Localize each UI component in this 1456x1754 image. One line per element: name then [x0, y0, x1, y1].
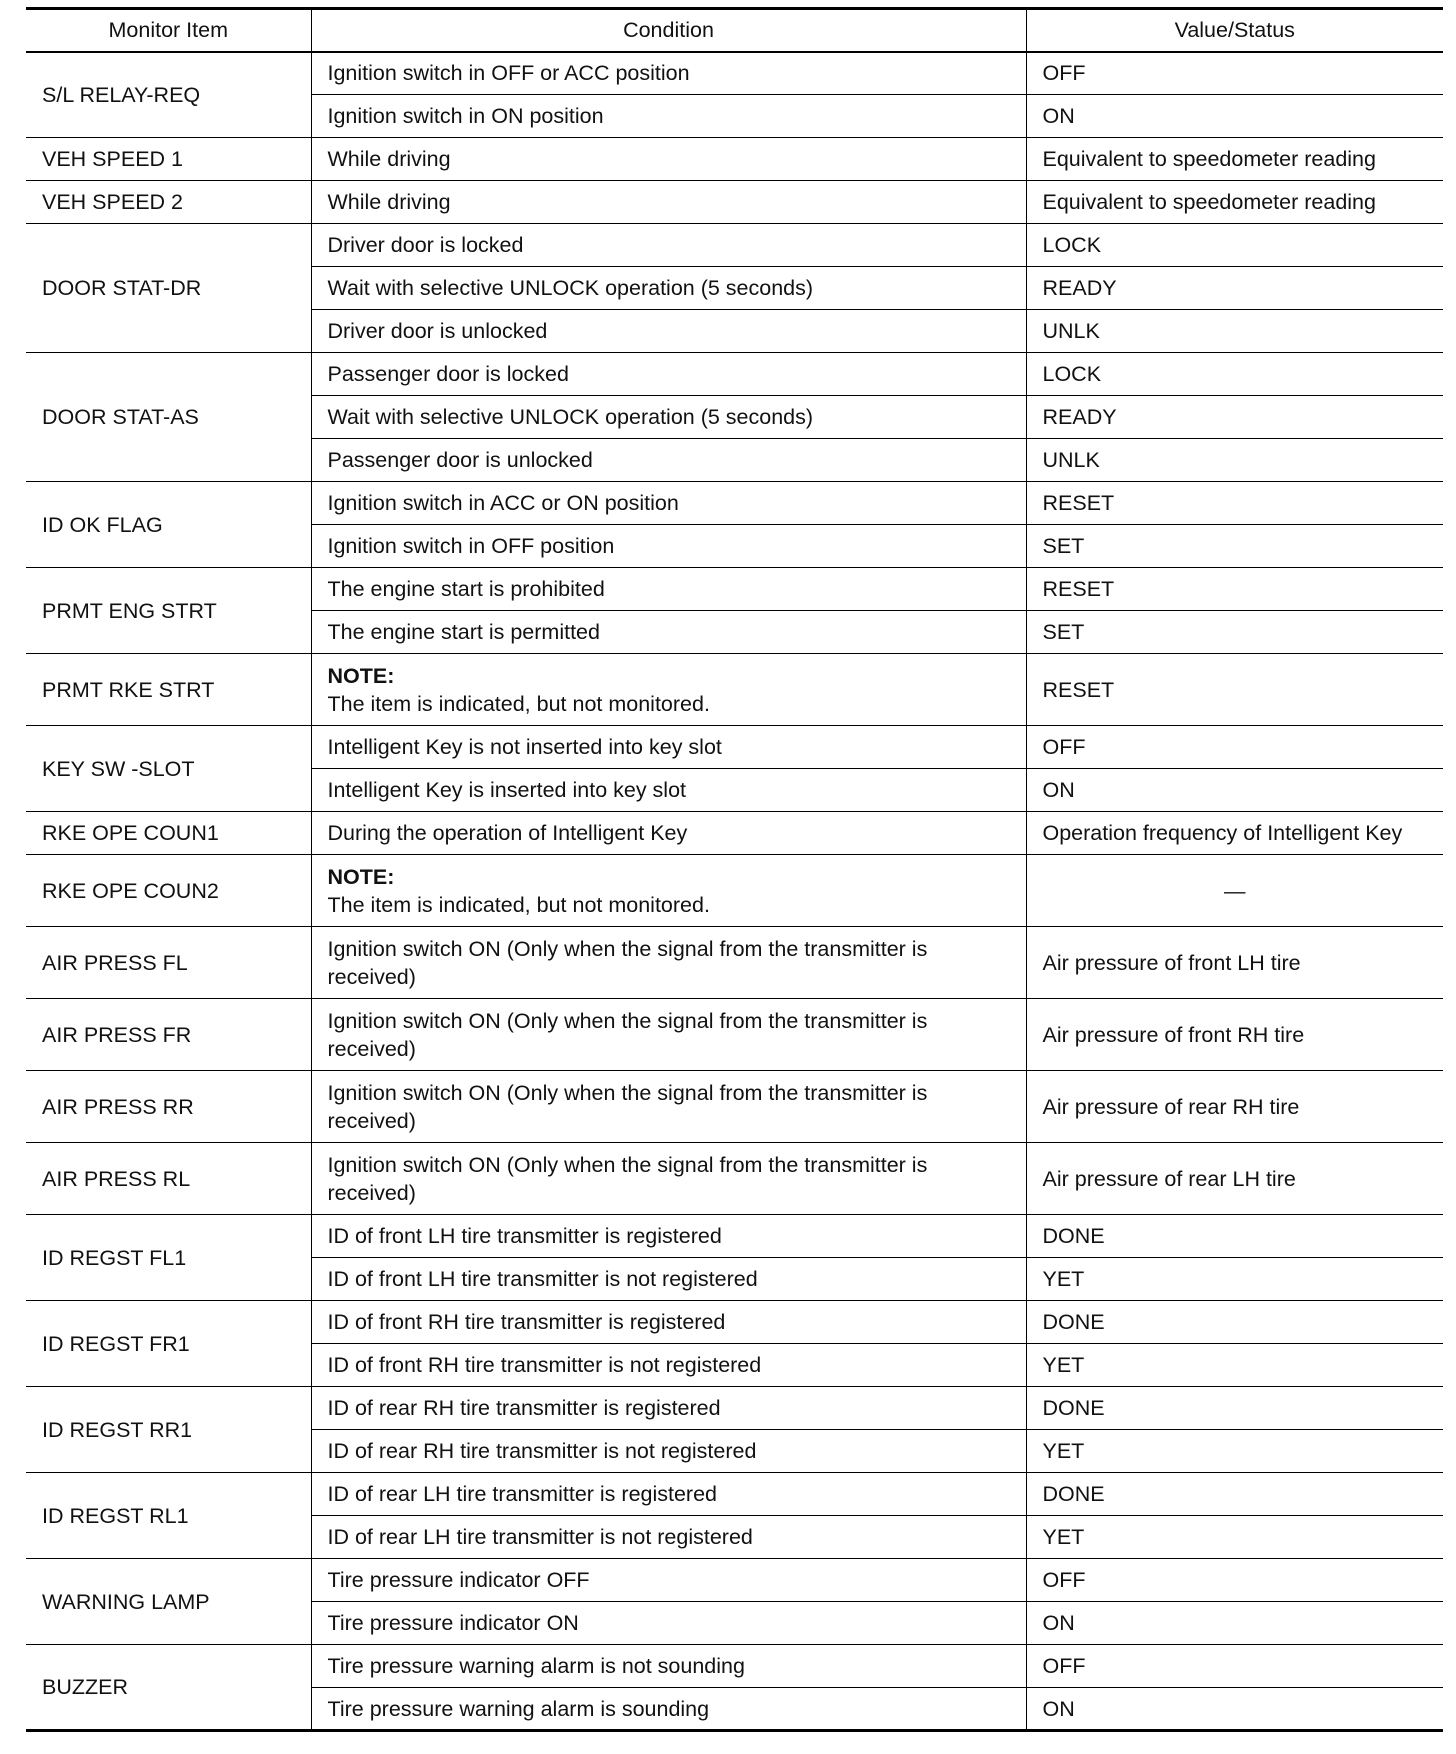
table-row: [26, 1143, 1443, 1215]
table-row: [26, 726, 1443, 769]
condition-cell: While driving: [311, 181, 1026, 224]
condition-cell: ID of front LH tire transmitter is registered: [311, 1215, 1026, 1258]
table-row: [26, 927, 1443, 999]
note-text: The item is indicated, but not monitored.: [327, 691, 710, 716]
table-row: [26, 1387, 1443, 1430]
monitor-item-table: [26, 7, 1443, 1732]
monitor-item-cell: ID REGST RL1: [26, 1473, 311, 1559]
monitor-item-cell: AIR PRESS FR: [26, 999, 311, 1071]
table-row: [26, 654, 1443, 726]
value-status-cell: Air pressure of front RH tire: [1026, 999, 1443, 1071]
condition-cell: Passenger door is unlocked: [311, 439, 1026, 482]
value-status-cell: DONE: [1026, 1301, 1443, 1344]
note-text: The item is indicated, but not monitored.: [327, 892, 710, 917]
condition-cell: ID of front RH tire transmitter is not registered: [311, 1344, 1026, 1387]
value-status-cell: LOCK: [1026, 224, 1443, 267]
condition-cell: Driver door is locked: [311, 224, 1026, 267]
monitor-item-cell: ID REGST FR1: [26, 1301, 311, 1387]
condition-cell: Ignition switch ON (Only when the signal from the transmitter is received): [311, 927, 1026, 999]
condition-cell: Ignition switch ON (Only when the signal from the transmitter is received): [311, 1071, 1026, 1143]
value-status-cell: Operation frequency of Intelligent Key: [1026, 812, 1443, 855]
value-status-cell: RESET: [1026, 568, 1443, 611]
monitor-item-cell: BUZZER: [26, 1645, 311, 1731]
value-status-cell: RESET: [1026, 482, 1443, 525]
condition-cell: Wait with selective UNLOCK operation (5 seconds): [311, 396, 1026, 439]
condition-cell: ID of rear RH tire transmitter is registered: [311, 1387, 1026, 1430]
value-status-cell: UNLK: [1026, 310, 1443, 353]
header-monitor-item: Monitor Item: [26, 9, 311, 52]
condition-cell: ID of front LH tire transmitter is not registered: [311, 1258, 1026, 1301]
value-status-cell: ON: [1026, 95, 1443, 138]
monitor-item-cell: VEH SPEED 1: [26, 138, 311, 181]
value-status-cell: ON: [1026, 1602, 1443, 1645]
condition-cell: ID of rear RH tire transmitter is not registered: [311, 1430, 1026, 1473]
condition-cell: Ignition switch in OFF or ACC position: [311, 52, 1026, 95]
condition-cell: While driving: [311, 138, 1026, 181]
condition-cell: Ignition switch in ON position: [311, 95, 1026, 138]
condition-cell: Intelligent Key is inserted into key slot: [311, 769, 1026, 812]
monitor-item-cell: AIR PRESS FL: [26, 927, 311, 999]
table-row: [26, 181, 1443, 224]
condition-cell: ID of front RH tire transmitter is registered: [311, 1301, 1026, 1344]
condition-cell: Ignition switch ON (Only when the signal from the transmitter is received): [311, 1143, 1026, 1215]
condition-cell: Passenger door is locked: [311, 353, 1026, 396]
value-status-cell: OFF: [1026, 1559, 1443, 1602]
monitor-item-cell: AIR PRESS RR: [26, 1071, 311, 1143]
condition-cell: Tire pressure warning alarm is sounding: [311, 1688, 1026, 1731]
table-row: [26, 1645, 1443, 1688]
condition-cell: ID of rear LH tire transmitter is registered: [311, 1473, 1026, 1516]
condition-cell: [311, 855, 1026, 927]
table-row: [26, 1559, 1443, 1602]
table-row: [26, 1473, 1443, 1516]
monitor-item-cell: PRMT ENG STRT: [26, 568, 311, 654]
note-label: NOTE:: [327, 864, 395, 889]
value-status-cell: YET: [1026, 1430, 1443, 1473]
value-status-cell: LOCK: [1026, 353, 1443, 396]
value-status-cell: YET: [1026, 1258, 1443, 1301]
monitor-item-cell: RKE OPE COUN1: [26, 812, 311, 855]
monitor-item-cell: DOOR STAT-AS: [26, 353, 311, 482]
table-row: [26, 52, 1443, 95]
value-status-cell: ON: [1026, 769, 1443, 812]
table-row: [26, 999, 1443, 1071]
value-status-cell: READY: [1026, 267, 1443, 310]
condition-cell: During the operation of Intelligent Key: [311, 812, 1026, 855]
value-status-cell: SET: [1026, 611, 1443, 654]
monitor-item-cell: VEH SPEED 2: [26, 181, 311, 224]
monitor-item-cell: S/L RELAY-REQ: [26, 52, 311, 138]
note-label: NOTE:: [327, 663, 395, 688]
condition-cell: Wait with selective UNLOCK operation (5 seconds): [311, 267, 1026, 310]
table-row: [26, 855, 1443, 927]
value-status-cell: YET: [1026, 1516, 1443, 1559]
value-status-cell: OFF: [1026, 52, 1443, 95]
value-status-cell: SET: [1026, 525, 1443, 568]
value-status-cell: OFF: [1026, 726, 1443, 769]
value-status-cell: Air pressure of front LH tire: [1026, 927, 1443, 999]
table-row: [26, 224, 1443, 267]
monitor-item-cell: ID REGST RR1: [26, 1387, 311, 1473]
value-status-cell: OFF: [1026, 1645, 1443, 1688]
table-row: [26, 1071, 1443, 1143]
table-row: [26, 812, 1443, 855]
value-status-cell: —: [1026, 855, 1443, 927]
monitor-item-cell: ID OK FLAG: [26, 482, 311, 568]
condition-cell: Ignition switch in ACC or ON position: [311, 482, 1026, 525]
table-row: [26, 568, 1443, 611]
monitor-item-cell: WARNING LAMP: [26, 1559, 311, 1645]
value-status-cell: YET: [1026, 1344, 1443, 1387]
value-status-cell: Equivalent to speedometer reading: [1026, 138, 1443, 181]
value-status-cell: DONE: [1026, 1473, 1443, 1516]
value-status-cell: UNLK: [1026, 439, 1443, 482]
condition-cell: Ignition switch ON (Only when the signal from the transmitter is received): [311, 999, 1026, 1071]
value-status-cell: RESET: [1026, 654, 1443, 726]
monitor-item-cell: AIR PRESS RL: [26, 1143, 311, 1215]
header-condition: Condition: [311, 9, 1026, 52]
value-status-cell: READY: [1026, 396, 1443, 439]
table-header-row: [26, 9, 1443, 52]
monitor-item-cell: PRMT RKE STRT: [26, 654, 311, 726]
value-status-cell: DONE: [1026, 1387, 1443, 1430]
condition-cell: Driver door is unlocked: [311, 310, 1026, 353]
value-status-cell: Air pressure of rear RH tire: [1026, 1071, 1443, 1143]
table-body: [26, 52, 1443, 1731]
condition-cell: ID of rear LH tire transmitter is not registered: [311, 1516, 1026, 1559]
table-row: [26, 1301, 1443, 1344]
table-row: [26, 138, 1443, 181]
value-status-cell: ON: [1026, 1688, 1443, 1731]
value-status-cell: DONE: [1026, 1215, 1443, 1258]
condition-cell: Intelligent Key is not inserted into key slot: [311, 726, 1026, 769]
table-row: [26, 353, 1443, 396]
header-value-status: Value/Status: [1026, 9, 1443, 52]
monitor-item-cell: RKE OPE COUN2: [26, 855, 311, 927]
condition-cell: Tire pressure indicator ON: [311, 1602, 1026, 1645]
condition-cell: The engine start is permitted: [311, 611, 1026, 654]
table-row: [26, 482, 1443, 525]
condition-cell: The engine start is prohibited: [311, 568, 1026, 611]
value-status-cell: Air pressure of rear LH tire: [1026, 1143, 1443, 1215]
condition-cell: Tire pressure warning alarm is not sounding: [311, 1645, 1026, 1688]
condition-cell: Tire pressure indicator OFF: [311, 1559, 1026, 1602]
value-status-cell: Equivalent to speedometer reading: [1026, 181, 1443, 224]
monitor-item-cell: DOOR STAT-DR: [26, 224, 311, 353]
table-row: [26, 1215, 1443, 1258]
monitor-item-cell: KEY SW -SLOT: [26, 726, 311, 812]
condition-cell: Ignition switch in OFF position: [311, 525, 1026, 568]
condition-cell: [311, 654, 1026, 726]
monitor-item-cell: ID REGST FL1: [26, 1215, 311, 1301]
